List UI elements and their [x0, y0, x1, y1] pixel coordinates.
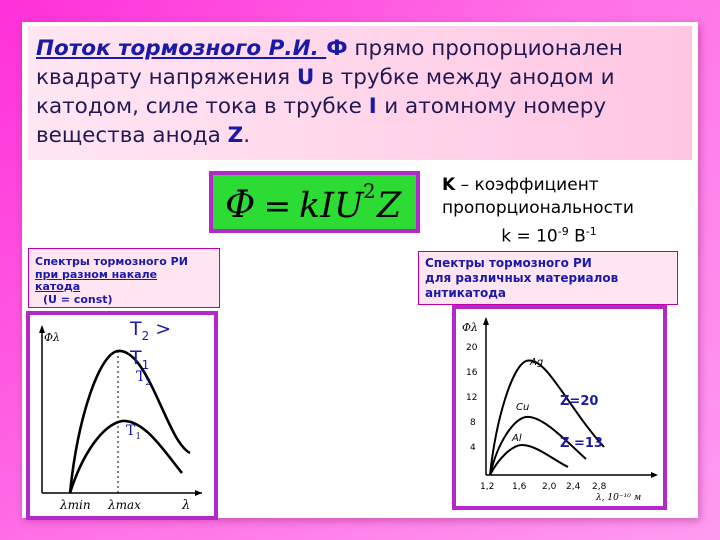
header-text-2: в трубке между анодом и катодом, силе тока в трубке [36, 65, 615, 119]
label-z13: Z =13 [560, 436, 603, 451]
gt-sign: > [149, 318, 172, 340]
right-caption [418, 251, 678, 305]
symbol-i: I [368, 94, 385, 119]
y-tick-4: 4 [470, 443, 476, 453]
curve-ag [490, 361, 604, 475]
formula-exponent: 2 [363, 179, 376, 203]
t2-symbol: T [130, 318, 142, 340]
header-text-4: . [243, 123, 251, 148]
coef-base: k = 10 [501, 226, 558, 247]
y-tick-20: 20 [466, 343, 478, 353]
label-al: Al [512, 433, 522, 444]
y-tick-8: 8 [470, 418, 476, 428]
left-x-arrow [195, 490, 202, 496]
left-caption-line3: катода [35, 280, 81, 293]
x-tick-1-2: 1,2 [480, 482, 495, 492]
left-y-label: Φλ [44, 331, 60, 344]
flux-symbol: Ф [326, 36, 348, 61]
temperature-relation-label [130, 318, 171, 376]
coef-exp: -9 [557, 225, 569, 238]
coef-unit: В [568, 226, 586, 247]
left-caption-line1: Спектры тормозного РИ [35, 255, 188, 268]
lambda-min-label: λmin [60, 498, 91, 512]
left-spectrum-plot [26, 311, 218, 520]
label-cu: Cu [516, 402, 530, 413]
right-caption-line2: для различных материалов [425, 271, 619, 285]
header-text-1: прямо пропорционален квадрату напряжения [36, 36, 623, 90]
formula-equals: = [253, 186, 302, 225]
curve-t2-label: $T_2$ [136, 369, 152, 388]
left-plot-svg [30, 315, 214, 516]
x-tick-2-0: 2,0 [542, 482, 557, 492]
left-caption-line4: (U = const) [43, 292, 113, 306]
right-y-arrow [483, 317, 489, 325]
header-paragraph [28, 26, 692, 150]
lambda-max-label: λmax [108, 498, 141, 512]
x-tick-1-6: 1,6 [512, 482, 527, 492]
right-x-arrow [651, 472, 658, 478]
coef-line1: – коэффициент [455, 175, 599, 195]
right-caption-line3: антикатода [425, 286, 506, 300]
formula-phi: Φ [225, 183, 256, 226]
header-text-3: и атомному номеру вещества анода [36, 94, 607, 148]
curve-al [490, 445, 568, 475]
slide [22, 22, 698, 518]
right-spectrum-plot [452, 305, 667, 510]
formula-z: Z [377, 186, 402, 226]
left-caption-line2: при разном накале [35, 267, 158, 281]
right-x-label: λ, 10⁻¹⁰ м [596, 493, 642, 503]
x-tick-2-8: 2,8 [592, 482, 607, 492]
symbol-z: Z [227, 123, 244, 148]
coef-line3 [442, 220, 674, 249]
coef-unit-exp: -1 [585, 225, 597, 238]
coef-k: K [442, 175, 456, 195]
right-caption-line1: Спектры тормозного РИ [425, 256, 592, 270]
right-plot-svg [456, 309, 663, 506]
coef-line2: пропорциональности [442, 198, 634, 218]
right-y-label: Φλ [462, 321, 478, 334]
y-tick-16: 16 [466, 368, 478, 378]
x-tick-2-4: 2,4 [566, 482, 581, 492]
formula-box [209, 171, 420, 233]
left-x-label: λ [182, 498, 191, 513]
label-z20: Z=20 [560, 394, 599, 409]
t2-sub: 2 [141, 328, 150, 343]
label-ag: Ag [530, 357, 544, 368]
y-tick-12: 12 [466, 393, 478, 403]
curve-t1-label: $T_1$ [126, 423, 142, 442]
t1-symbol: T [130, 346, 142, 369]
t1-sub: 1 [141, 357, 150, 372]
formula-kiu: kIU [299, 186, 364, 226]
left-caption [28, 248, 220, 308]
symbol-u: U [296, 65, 315, 90]
coefficient-note [442, 174, 674, 249]
formula-svg [213, 175, 416, 229]
header-text-block [28, 26, 692, 160]
header-title: Поток тормозного Р.И. [36, 36, 327, 61]
